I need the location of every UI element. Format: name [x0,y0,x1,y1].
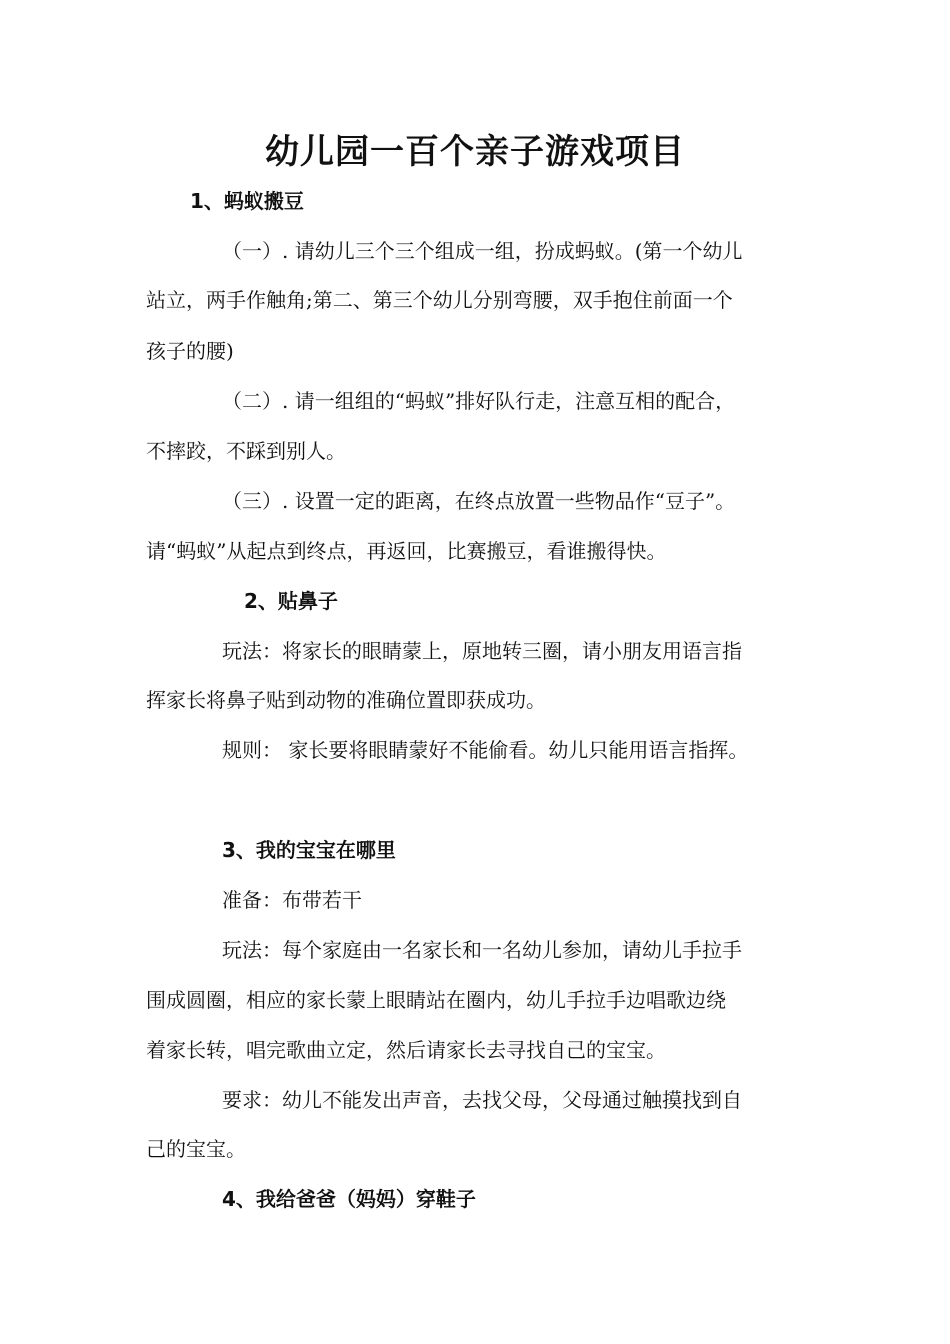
document-title: 幼儿园一百个亲子游戏项目 [265,132,685,172]
paragraph-line: （三）. 设置一定的距离，在终点放置一些物品作“豆子”。 [222,489,736,513]
paragraph-line: 站立，两手作触角;第二、第三个幼儿分别弯腰，双手抱住前面一个 [146,288,733,312]
paragraph-line: 玩法：每个家庭由一名家长和一名幼儿参加，请幼儿手拉手 [222,938,742,962]
paragraph-line: 挥家长将鼻子贴到动物的准确位置即获成功。 [146,688,546,712]
paragraph-line: 着家长转，唱完歌曲立定，然后请家长去寻找自己的宝宝。 [146,1038,666,1062]
paragraph-line: 规则： 家长要将眼睛蒙好不能偷看。幼儿只能用语言指挥。 [222,738,749,762]
section-heading-put-on-shoes: 4、我给爸爸（妈妈）穿鞋子 [222,1187,476,1211]
paragraph-line: 要求：幼儿不能发出声音，去找父母，父母通过触摸找到自 [222,1088,742,1112]
paragraph-line: 己的宝宝。 [146,1137,246,1161]
paragraph-line: 准备：布带若干 [222,888,362,912]
paragraph-line: 孩子的腰) [146,339,234,363]
section-heading-stick-nose: 2、贴鼻子 [244,589,338,613]
paragraph-line: 围成圆圈，相应的家长蒙上眼睛站在圈内，幼儿手拉手边唱歌边绕 [146,988,726,1012]
section-heading-where-is-my-baby: 3、我的宝宝在哪里 [222,838,396,862]
paragraph-line: 请“蚂蚁”从起点到终点，再返回，比赛搬豆，看谁搬得快。 [146,539,667,563]
paragraph-line: 玩法：将家长的眼睛蒙上，原地转三圈，请小朋友用语言指 [222,639,742,663]
paragraph-line: （二）. 请一组组的“蚂蚁”排好队行走，注意互相的配合， [222,389,736,413]
section-heading-ant-carry-beans: 1、蚂蚁搬豆 [190,189,304,213]
paragraph-line: （一）. 请幼儿三个三个组成一组，扮成蚂蚁。(第一个幼儿 [222,239,743,263]
paragraph-line: 不摔跤，不踩到别人。 [146,439,346,463]
